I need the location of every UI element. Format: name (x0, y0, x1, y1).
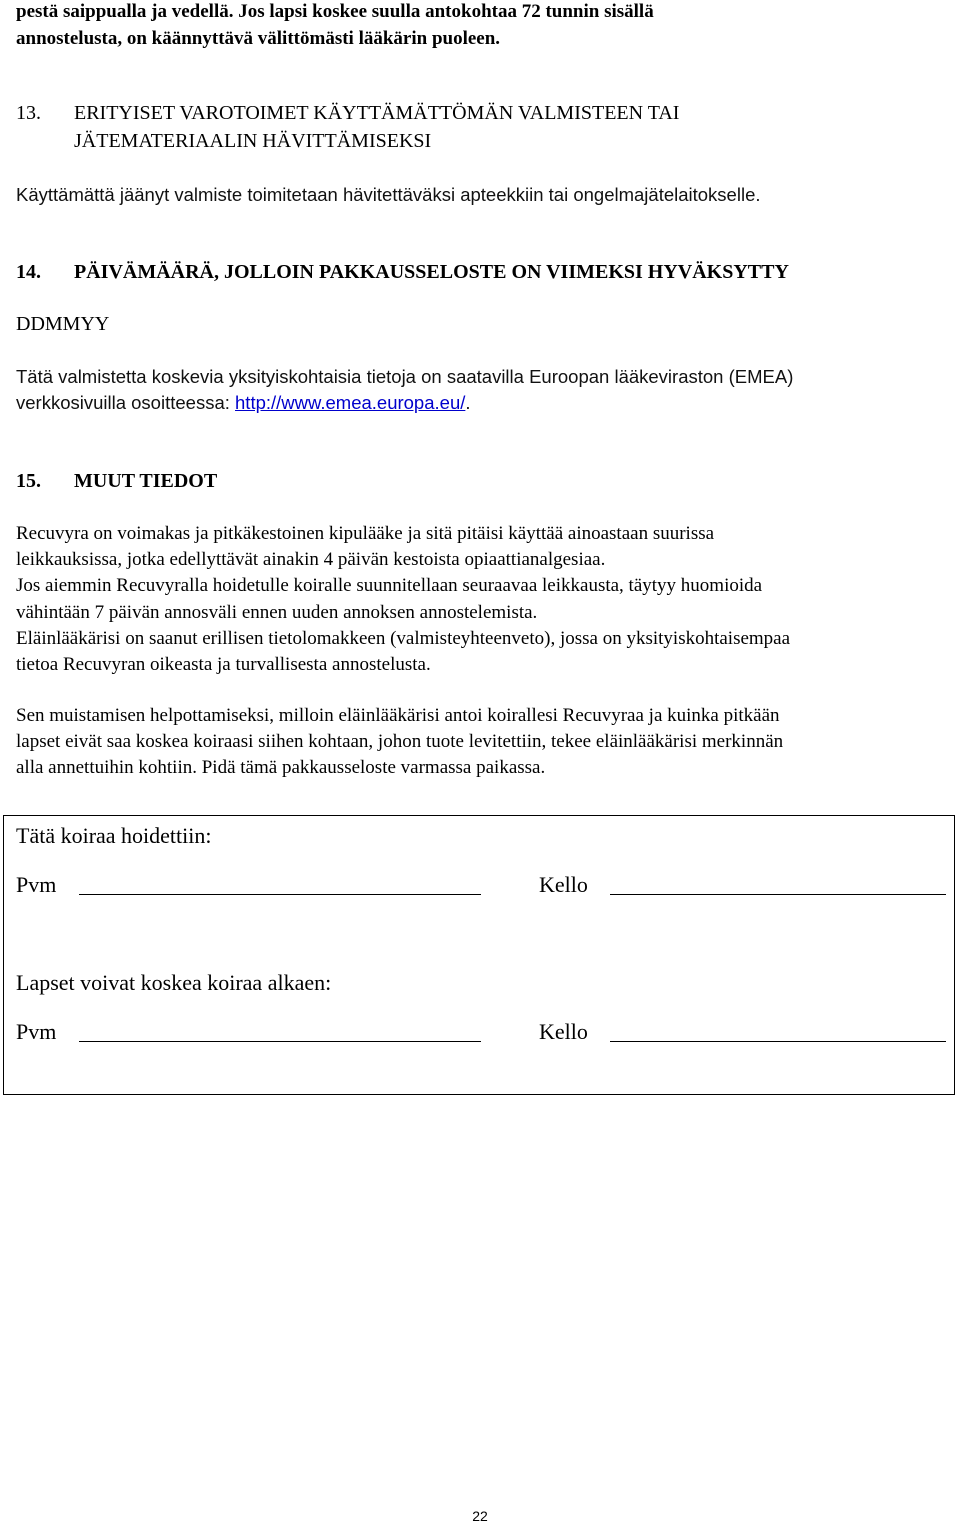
section-number: 13. (16, 102, 41, 124)
body-text: . (465, 392, 471, 413)
treatment-record-box (3, 815, 955, 1095)
treated-time-label: Kello (539, 872, 588, 897)
body-text: verkkosivuilla osoitteessa: (16, 392, 236, 413)
body-line: Jos aiemmin Recuvyralla hoidetulle koiralle suunnitellaan seuraavaa leikkausta, täytyy huomioida (16, 575, 763, 597)
emea-link[interactable]: http://www.emea.europa.eu/ (235, 392, 466, 413)
section-title (74, 99, 934, 155)
children-time-label: Kello (539, 1019, 588, 1044)
children-date-label: Pvm (16, 1019, 57, 1044)
children-label: Lapset voivat koskea koiraa alkaen: (16, 970, 332, 995)
section-13-body: Käyttämättä jäänyt valmiste toimitetaan hävitettäväksi apteekkiin tai ongelmajätelaitokselle. (16, 184, 761, 205)
section-14-body (16, 364, 926, 416)
body-line: Recuvyra on voimakas ja pitkäkestoinen kipulääke ja sitä pitäisi käyttää ainoastaan suurissa (16, 523, 715, 544)
page-number: 22 (472, 1508, 488, 1524)
treated-date-label: Pvm (16, 872, 57, 897)
section-title-line: JÄTEMATERIAALIN HÄVITTÄMISEKSI (74, 130, 432, 152)
intro-paragraph (16, 0, 936, 52)
section-number: 14. (16, 261, 41, 283)
body-line: leikkauksissa, jotka edellyttävät ainakin 4 päivän kestoista opiaattianalgesiaa. (16, 549, 606, 571)
body-line: Sen muistamisen helpottamiseksi, milloin eläinlääkärisi antoi koirallesi Recuvyraa ja kuinka pitkään (16, 705, 780, 726)
body-line: lapset eivät saa koskea koiraasi siihen kohtaan, johon tuote levitettiin, tekee eläinlääkärisi merkinnän (16, 731, 784, 753)
approval-date-code: DDMMYY (16, 313, 110, 335)
children-time-line[interactable] (610, 1041, 946, 1042)
treated-time-line[interactable] (610, 894, 946, 895)
section-15-paragraph-1 (16, 521, 936, 678)
section-number: 15. (16, 470, 41, 492)
body-line: vähintään 7 päivän annosväli ennen uuden annoksen annostelemista. (16, 601, 538, 623)
section-15-paragraph-2 (16, 703, 936, 782)
body-line: Tätä valmistetta koskevia yksityiskohtaisia tietoja on saatavilla Euroopan lääkeviraston (EMEA) (16, 366, 794, 387)
body-line: Eläinlääkärisi on saanut erillisen tietolomakkeen (valmisteyhteenveto), jossa on yksityiskohtaisempaa (16, 627, 791, 649)
treated-date-line[interactable] (79, 894, 481, 895)
children-date-line[interactable] (79, 1041, 481, 1042)
section-title: MUUT TIEDOT (74, 470, 218, 492)
intro-line: annostelusta, on käännyttävä välittömästi lääkärin puoleen. (16, 28, 501, 49)
body-line: alla annettuihin kohtiin. Pidä tämä pakkausseloste varmassa paikassa. (16, 757, 546, 779)
body-line (16, 390, 926, 416)
body-line: tietoa Recuvyran oikeasta ja turvallisesta annostelusta. (16, 654, 431, 676)
section-title: PÄIVÄMÄÄRÄ, JOLLOIN PAKKAUSSELOSTE ON VIIMEKSI HYVÄKSYTTY (74, 261, 789, 283)
section-title-line: ERITYISET VAROTOIMET KÄYTTÄMÄTTÖMÄN VALMISTEEN TAI (74, 102, 680, 124)
treated-label: Tätä koiraa hoidettiin: (16, 823, 212, 848)
intro-line: pestä saippualla ja vedellä. Jos lapsi koskee suulla antokohtaa 72 tunnin sisällä (16, 1, 654, 22)
